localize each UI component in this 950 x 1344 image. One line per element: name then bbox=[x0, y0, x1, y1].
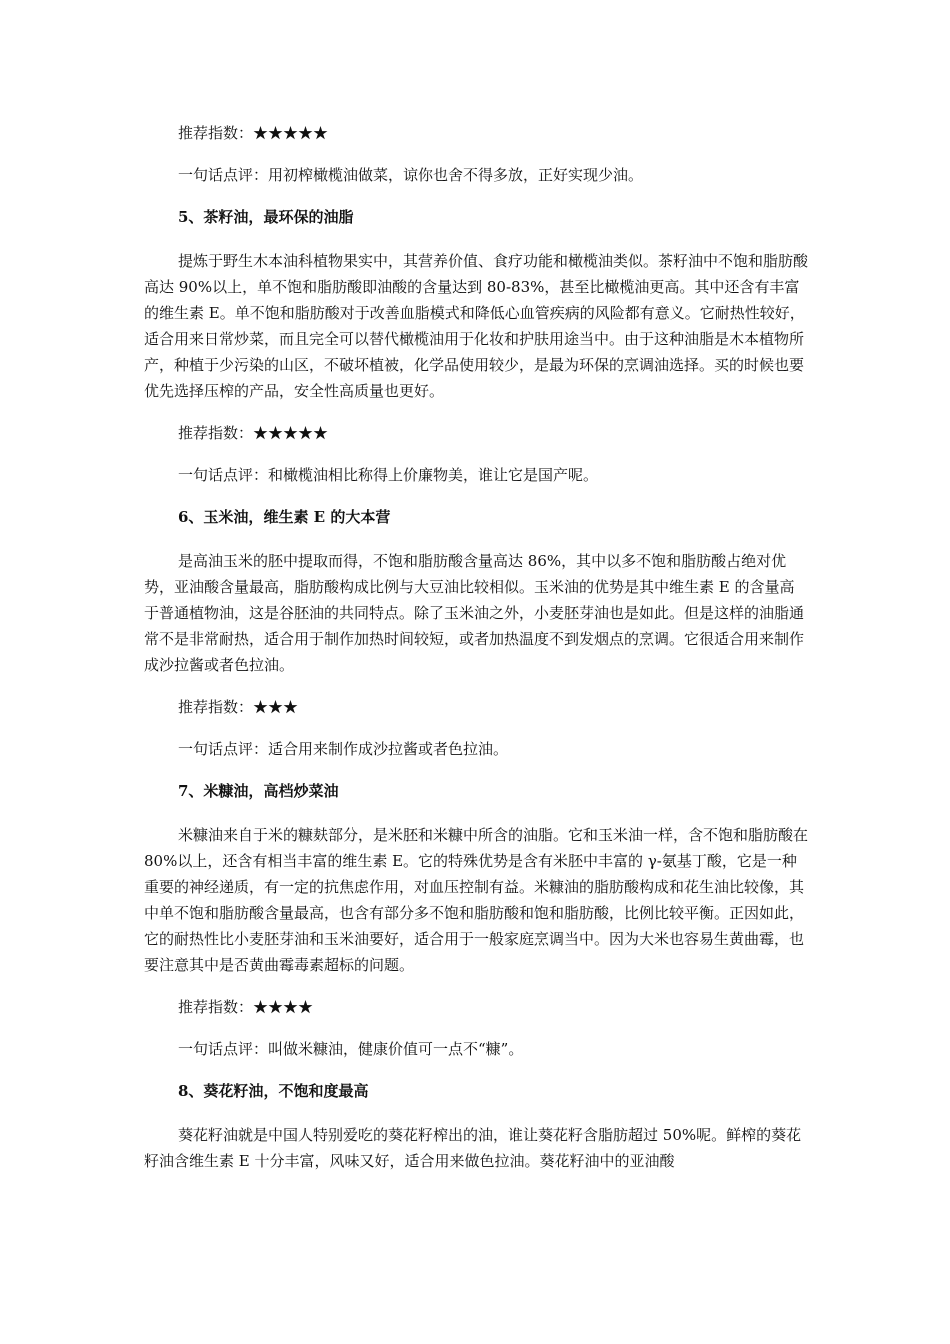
section-heading-8: 8、葵花籽油，不饱和度最高 bbox=[178, 1082, 369, 1100]
section-body-8: 葵花籽油就是中国人特别爱吃的葵花籽榨出的油，谁让葵花籽含脂肪超过 50%呢。鲜榨的葵花籽油含维生素 E 十分丰富，风味又好，适合用来做色拉油。葵花籽油中的亚油酸 bbox=[144, 1126, 802, 1170]
rating-line: 推荐指数：★★★ bbox=[178, 698, 299, 716]
rating-line: 推荐指数：★★★★★ bbox=[178, 424, 329, 442]
document-page bbox=[144, 120, 808, 1174]
comment-line: 一句话点评：叫做米糠油，健康价值可一点不“糠”。 bbox=[178, 1040, 524, 1058]
section-heading-6: 6、玉米油，维生素 E 的大本营 bbox=[178, 508, 391, 526]
comment-line: 一句话点评：适合用来制作成沙拉酱或者色拉油。 bbox=[178, 740, 509, 758]
comment-line: 一句话点评：和橄榄油相比称得上价廉物美，谁让它是国产呢。 bbox=[178, 466, 599, 484]
rating-line: 推荐指数：★★★★★ bbox=[178, 124, 329, 142]
section-body-7: 米糠油来自于米的糠麸部分，是米胚和米糠中所含的油脂。它和玉米油一样，含不饱和脂肪酸在 80%以上，还含有相当丰富的维生素 E。它的特殊优势是含有米胚中丰富的 γ-氨基丁酸，它是一种重要的神经递质，有一定的抗焦虑作用，对血压控制有益。米糠油的脂肪酸构成和花生油比较像，其中单不饱和脂肪酸含量最高，也含有部分多不饱和脂肪酸和饱和脂肪酸，比例比较平衡。正因如此，它的耐热性比小麦胚芽油和玉米油要好，适合用于一般家庭烹调当中。因为大米也容易生黄曲霉，也要注意其中是否黄曲霉毒素超标的问题。 bbox=[144, 826, 809, 974]
comment-line: 一句话点评：用初榨橄榄油做菜，谅你也舍不得多放，正好实现少油。 bbox=[178, 166, 644, 184]
section-body-5: 提炼于野生木本油科植物果实中，其营养价值、食疗功能和橄榄油类似。茶籽油中不饱和脂肪酸高达 90%以上，单不饱和脂肪酸即油酸的含量达到 80-83%，甚至比橄榄油更高。其中还含有丰富的维生素 E。单不饱和脂肪酸对于改善血脂模式和降低心血管疾病的风险都有意义。它耐热性较好，适合用来日常炒菜，而且完全可以替代橄榄油用于化妆和护肤用途当中。由于这种油脂是木本植物所产，种植于少污染的山区，不破坏植被，化学品使用较少，是最为环保的烹调油选择。买的时候也要优先选择压榨的产品，安全性高质量也更好。 bbox=[144, 252, 809, 400]
section-body-6: 是高油玉米的胚中提取而得，不饱和脂肪酸含量高达 86%，其中以多不饱和脂肪酸占绝对优势，亚油酸含量最高，脂肪酸构成比例与大豆油比较相似。玉米油的优势是其中维生素 E 的含量高于普通植物油，这是谷胚油的共同特点。除了玉米油之外，小麦胚芽油也是如此。但是这样的油脂通常不是非常耐热，适合用于制作加热时间较短，或者加热温度不到发烟点的烹调。它很适合用来制作成沙拉酱或者色拉油。 bbox=[144, 552, 805, 674]
rating-line: 推荐指数：★★★★ bbox=[178, 998, 314, 1016]
section-heading-5: 5、茶籽油，最环保的油脂 bbox=[178, 208, 354, 226]
section-heading-7: 7、米糠油，高档炒菜油 bbox=[178, 782, 339, 800]
